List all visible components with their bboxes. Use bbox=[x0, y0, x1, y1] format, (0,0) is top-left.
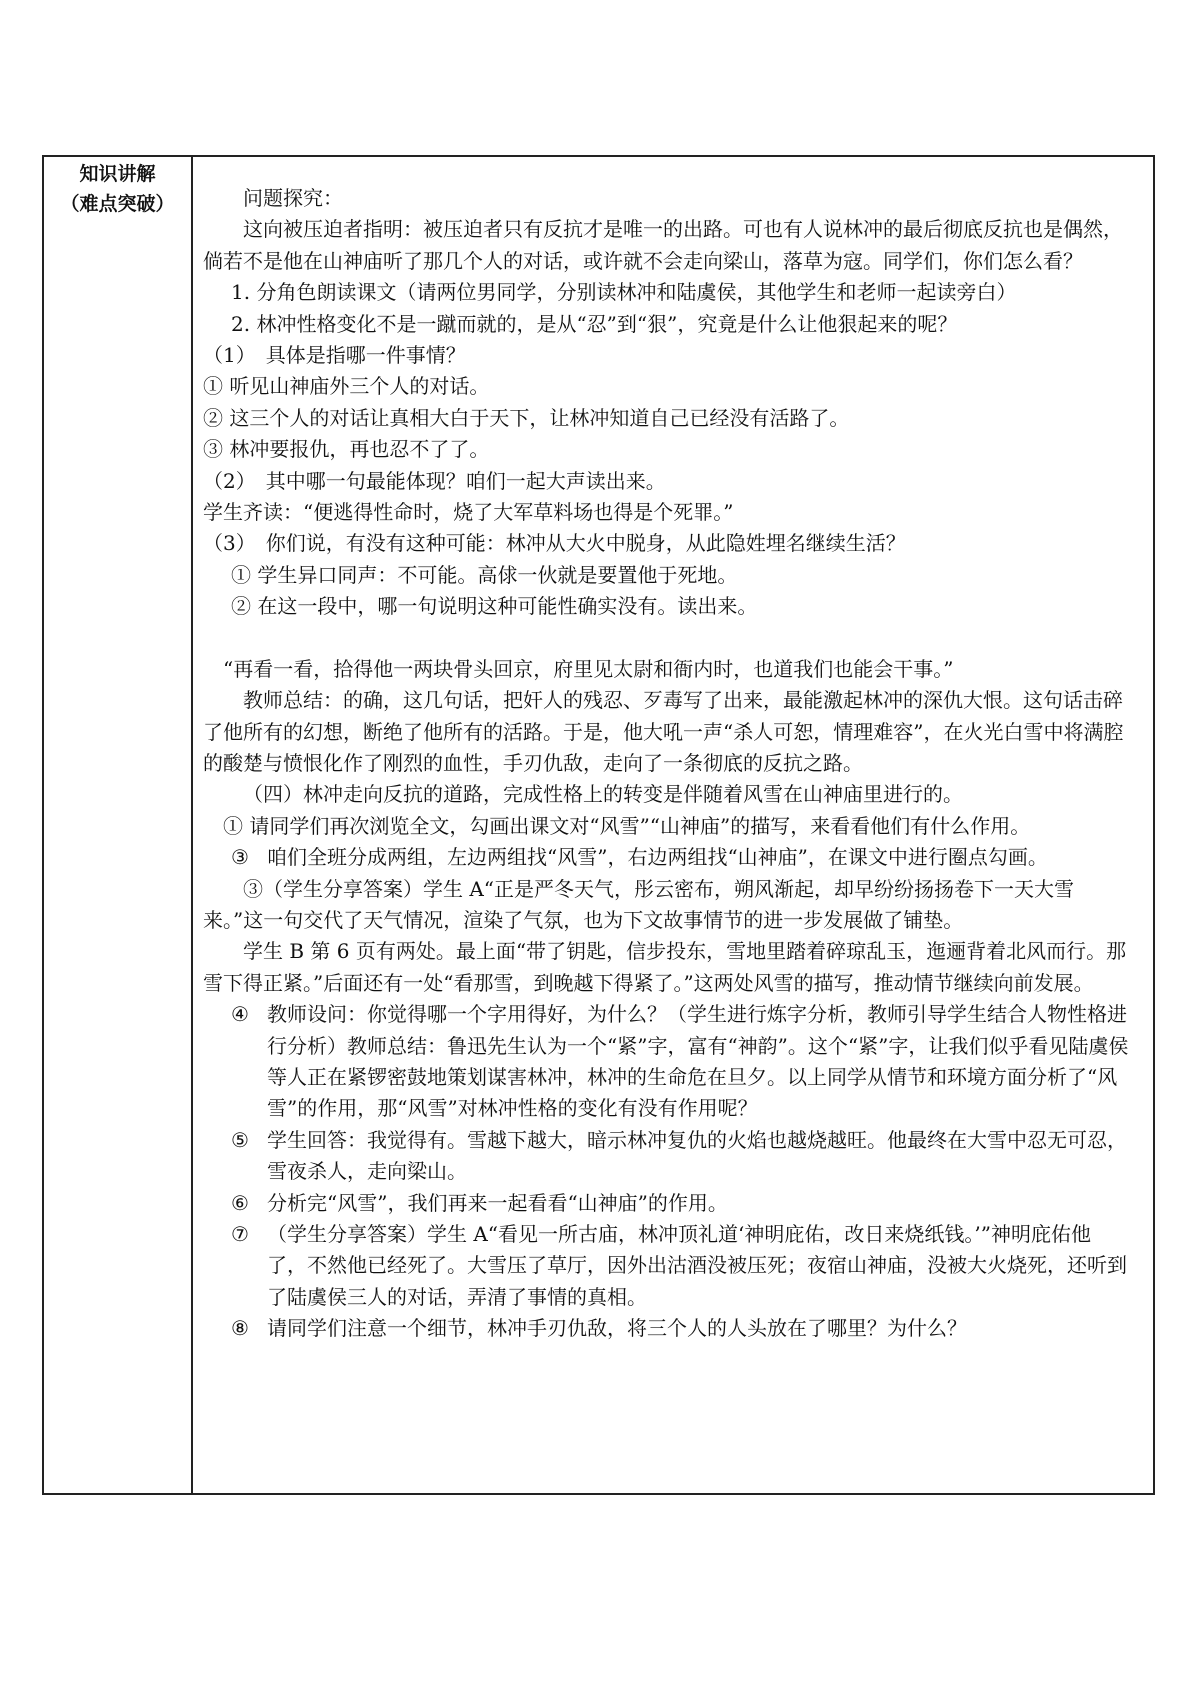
step-6-text: 分析完“风雪”，我们再来一起看看“山神庙”的作用。 bbox=[267, 1190, 728, 1215]
section-label-line2: （难点突破） bbox=[60, 193, 175, 215]
lesson-table bbox=[42, 155, 1155, 1495]
step-8-text: 请同学们注意一个细节，林冲手刃仇敌，将三个人的人头放在了哪里？为什么？ bbox=[267, 1316, 967, 1341]
step-3-number: ③ bbox=[231, 845, 249, 870]
step-3-text: 咱们全班分成两组，左边两组找“风雪”，右边两组找“山神庙”，在课文中进行圈点勾画。 bbox=[267, 845, 1048, 870]
part-4-step-7 bbox=[203, 1219, 1129, 1313]
teacher-summary: 教师总结：的确，这几句话，把奸人的残忍、歹毒写了出来，最能激起林冲的深仇大恨。这句话击碎了他所有的幻想，断绝了他所有的活路。于是，他大吼一声“杀人可恕，情理难容”，在火光白雪中将满腔的酸楚与愤恨化作了刚烈的血性，手刃仇敌，走向了一条彻底的反抗之路。 bbox=[203, 688, 1124, 775]
section-label bbox=[44, 157, 191, 219]
quote: “再看一看，拾得他一两块骨头回京，府里见太尉和衙内时，也道我们也能会干事。” bbox=[223, 656, 954, 681]
item-2: 2. 林冲性格变化不是一蹴而就的，是从“忍”到“狠”，究竟是什么让他狠起来的呢？ bbox=[231, 311, 958, 336]
part-4-step-1: ① 请同学们再次浏览全文，勾画出课文对“风雪”“山神庙”的描写，来看看他们有什么作用。 bbox=[223, 813, 1031, 838]
heading: 问题探究： bbox=[243, 186, 343, 210]
item-1: 1. 分角色朗读课文（请两位男同学，分别读林冲和陆虞侯，其他学生和老师一起读旁白） bbox=[231, 280, 1017, 305]
content-body bbox=[193, 157, 1153, 1345]
intro-paragraph: 这向被压迫者指明：被压迫者只有反抗才是唯一的出路。可也有人说林冲的最后彻底反抗也是偶然，倘若不是他在山神庙听了那几个人的对话，或许就不会走向梁山，落草为寇。同学们，你们怎么看？ bbox=[203, 217, 1123, 273]
label-cell bbox=[43, 156, 192, 1494]
part-4-step-8 bbox=[203, 1313, 1129, 1344]
section-label-line1: 知识讲解 bbox=[79, 163, 156, 185]
step-4-number: ④ bbox=[231, 1002, 249, 1027]
question-3-answer-2: ② 在这一段中，哪一句说明这种可能性确实没有。读出来。 bbox=[231, 594, 758, 619]
part-4-share-b: 学生 B 第 6 页有两处。最上面“带了钥匙，信步投东，雪地里踏着碎琼乱玉，迤逦背着北风而行。那雪下得正紧。”后面还有一处“看那雪，到晚越下得紧了。”这两处风雪的描写，推动情节继续向前发展。 bbox=[203, 939, 1127, 995]
step-6-number: ⑥ bbox=[231, 1190, 249, 1215]
question-1-answer-1: ① 听见山神庙外三个人的对话。 bbox=[203, 374, 490, 399]
part-4-step-3 bbox=[203, 842, 1129, 873]
step-7-number: ⑦ bbox=[231, 1222, 249, 1246]
step-8-number: ⑧ bbox=[231, 1316, 249, 1341]
part-4-share-a: ③（学生分享答案）学生 A“正是严冬天气，彤云密布，朔风渐起，却早纷纷扬扬卷下一天大雪来。”这一句交代了天气情况，渲染了气氛，也为下文故事情节的进一步发展做了铺垫。 bbox=[203, 876, 1075, 932]
question-3: （3） 你们说，有没有这种可能：林冲从大火中脱身，从此隐姓埋名继续生活？ bbox=[203, 531, 906, 556]
step-5-number: ⑤ bbox=[231, 1127, 249, 1152]
question-1-answer-3: ③ 林冲要报仇，再也忍不了了。 bbox=[203, 437, 490, 462]
question-2: （2） 其中哪一句最能体现？咱们一起大声读出来。 bbox=[203, 468, 666, 493]
question-1-answer-2: ② 这三个人的对话让真相大白于天下，让林冲知道自己已经没有活路了。 bbox=[203, 405, 850, 430]
content-cell bbox=[192, 156, 1154, 1494]
step-5-text: 学生回答：我觉得有。雪越下越大，暗示林冲复仇的火焰也越烧越旺。他最终在大雪中忍无可忍，雪夜杀人，走向梁山。 bbox=[267, 1127, 1127, 1184]
question-2-reading: 学生齐读：“便逃得性命时，烧了大军草料场也得是个死罪。” bbox=[203, 500, 734, 525]
part-4-heading: （四）林冲走向反抗的道路，完成性格上的转变是伴随着风雪在山神庙里进行的。 bbox=[243, 782, 963, 807]
spacer bbox=[203, 623, 1129, 654]
step-7-text: （学生分享答案）学生 A“看见一所古庙，林冲顶礼道‘神明庇佑，改日来烧纸钱。’”神明庇佑他了，不然他已经死了。大雪压了草厅，因外出沽酒没被压死；夜宿山神庙，没被大火烧死，还听到了陆虞侯三人的对话，弄清了事情的真相。 bbox=[267, 1222, 1127, 1309]
part-4-step-4 bbox=[203, 999, 1129, 1125]
part-4-step-6 bbox=[203, 1188, 1129, 1219]
question-3-answer-1: ① 学生异口同声：不可能。高俅一伙就是要置他于死地。 bbox=[231, 562, 738, 587]
part-4-step-5 bbox=[203, 1125, 1129, 1188]
step-4-text: 教师设问：你觉得哪一个字用得好，为什么？（学生进行炼字分析，教师引导学生结合人物性格进行分析）教师总结：鲁迅先生认为一个“紧”字，富有“神韵”。这个“紧”字，让我们似乎看见陆虞侯等人正在紧锣密鼓地策划谋害林冲，林冲的生命危在旦夕。以上同学从情节和环境方面分析了“风雪”的作用，那“风雪”对林冲性格的变化有没有作用呢？ bbox=[267, 1002, 1129, 1121]
question-1: （1） 具体是指哪一件事情？ bbox=[203, 343, 466, 368]
